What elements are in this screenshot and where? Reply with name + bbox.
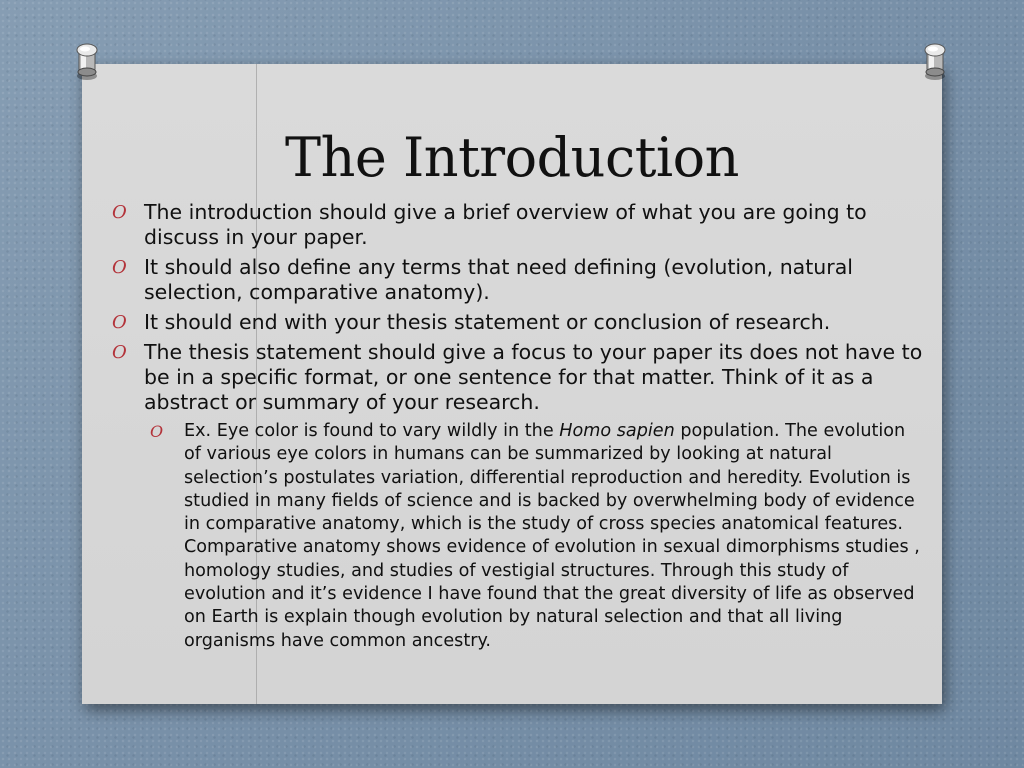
sub-bullet-item <box>150 420 924 653</box>
pushpin-icon <box>920 40 950 82</box>
bullet-list <box>110 200 930 653</box>
bullet-marker: O <box>150 422 164 441</box>
bullet-text: The introduction should give a brief overview of what you are going to discuss in your paper. <box>144 200 867 249</box>
species-name: Homo sapien <box>559 421 675 441</box>
bullet-item <box>110 310 930 335</box>
bullet-marker: O <box>112 257 127 278</box>
sub-bullet-text-end: population. The evolution of various eye colors in humans can be summarized by looking at natural selection’s postulates variation, differential reproduction and heredity. Evolution is studied in many fields of science and is backed by overwhelming body of evidence in comparative anatomy, which is the study of cross species anatomical features. Comparative anatomy shows evidence of evolution in sexual dimorphisms studies , homology studies, and studies of vestigial structures. Through this study of evolution and it’s evidence I have found that the great diversity of life as observed on Earth is explain though evolution by natural selection and that all living organisms have common ancestry. <box>184 421 920 651</box>
bullet-item <box>110 255 930 305</box>
slide-title: The Introduction <box>285 126 739 189</box>
bullet-item <box>110 200 930 250</box>
bullet-marker: O <box>112 312 127 333</box>
bullet-marker: O <box>112 342 127 363</box>
bullet-text: It should also define any terms that need defining (evolution, natural selection, comparative anatomy). <box>144 255 853 304</box>
bullet-text: It should end with your thesis statement or conclusion of research. <box>144 310 831 334</box>
bullet-marker: O <box>112 202 127 223</box>
bullet-item <box>110 340 930 415</box>
bullet-text: The thesis statement should give a focus to your paper its does not have to be in a specific format, or one sentence for that matter. Think of it as a abstract or summary of your research. <box>144 340 923 414</box>
sub-bullet-text-start: Ex. Eye color is found to vary wildly in the <box>184 421 560 441</box>
pushpin-icon <box>72 40 102 82</box>
